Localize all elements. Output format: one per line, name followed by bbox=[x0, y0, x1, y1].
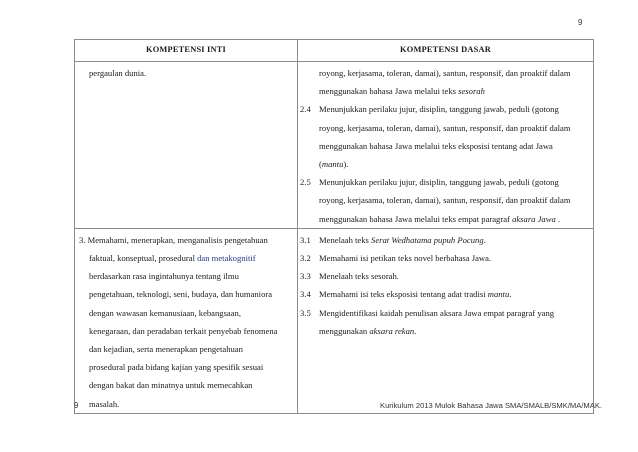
kd-line: royong, kerjasama, toleran, damai), santun, responsif, dan proaktif dalam bbox=[319, 195, 571, 206]
kd-line: Mengidentifikasi kaidah penulisan aksara Jawa empat paragraf yang bbox=[319, 307, 555, 318]
ki-line: berdasarkan rasa ingintahunya tentang ilmu bbox=[89, 271, 239, 282]
ki-text: pergaulan dunia. bbox=[89, 68, 147, 78]
kd-italic: Serat Wedhatama pupuh Pocung bbox=[371, 234, 484, 245]
kd-text: menggunakan bbox=[319, 325, 368, 336]
kd-text: . bbox=[509, 289, 512, 300]
kd-text: . bbox=[557, 213, 561, 224]
kd-text: ). bbox=[343, 159, 349, 170]
kd-line bbox=[319, 210, 587, 228]
kd-text: . bbox=[414, 325, 417, 336]
kd-number: 3.2 bbox=[300, 253, 311, 264]
kd-line bbox=[319, 322, 587, 340]
ki-line: pengetahuan, teknologi, seni, budaya, dan humaniora bbox=[89, 289, 273, 300]
kd-line: Menelaah teks sesorah. bbox=[319, 271, 399, 282]
kd-item bbox=[300, 231, 587, 249]
kd-number: 2.5 bbox=[300, 177, 311, 188]
kd-text: . bbox=[483, 234, 486, 245]
kd-line: Memahami isi petikan teks novel berbahasa Jawa. bbox=[319, 253, 492, 264]
ki-line: dengan wawasan kemanusiaan, kebangsaan, bbox=[89, 307, 242, 318]
kd-line: royong, kerjasama, toleran, damai), santun, responsif, dan proaktif dalam bbox=[319, 122, 571, 133]
kd-line: menggunakan bahasa Jawa melalui teks eksposisi tentang adat Jawa bbox=[319, 140, 553, 151]
ki-line: kenegaraan, dan peradaban terkait penyebab fenomena bbox=[89, 325, 278, 336]
ki-line: dan kejadian, serta menerapkan pengetahuan bbox=[89, 344, 243, 355]
kd-number: 3.4 bbox=[300, 289, 311, 300]
kd-italic: aksara rekan bbox=[369, 325, 415, 336]
footer-page-number: 9 bbox=[74, 401, 79, 410]
kd-italic: aksara Jawa bbox=[512, 213, 556, 224]
header-page-number: 9 bbox=[578, 18, 583, 27]
kd-line: royong, kerjasama, toleran, damai), santun, responsif, dan proaktif dalam bbox=[319, 68, 571, 78]
kd-italic: mantu bbox=[321, 159, 344, 170]
kd-text: Menelaah teks bbox=[319, 234, 369, 245]
kd-text: menggunakan bahasa Jawa melalui teks bbox=[319, 86, 456, 97]
kd-number: 3.3 bbox=[300, 271, 311, 282]
ki-text: faktual, konseptual, prosedural bbox=[89, 253, 195, 264]
kd-line: Menunjukkan perilaku jujur, disiplin, tanggung jawab, peduli (gotong bbox=[319, 177, 559, 188]
table-row bbox=[75, 62, 594, 229]
kd-line bbox=[300, 82, 587, 100]
ki-highlight: dan metakognitif bbox=[197, 253, 256, 264]
kd-text: Memahami isi teks eksposisi tentang adat tradisi bbox=[319, 289, 486, 300]
kd-line bbox=[319, 231, 587, 249]
kd-item bbox=[300, 100, 587, 173]
kd-line: (mantu). bbox=[319, 159, 349, 170]
kd-item bbox=[300, 173, 587, 228]
competency-table bbox=[74, 39, 594, 414]
kd-cell bbox=[298, 228, 594, 413]
ki-cell bbox=[75, 228, 298, 413]
kd-text: menggunakan bahasa Jawa melalui teks empat paragraf bbox=[319, 213, 510, 224]
ki-line: dengan bakat dan minatnya untuk memecahkan bbox=[89, 380, 253, 391]
kd-italic: sesorah bbox=[458, 86, 485, 97]
ki-line: 3. Memahami, menerapkan, menganalisis pengetahuan bbox=[79, 234, 268, 245]
ki-line: prosedural pada bidang kajian yang spesifik sesuai bbox=[89, 362, 264, 373]
ki-line bbox=[89, 249, 291, 267]
header-kompetensi-dasar: KOMPETENSI DASAR bbox=[298, 40, 594, 62]
kd-cell bbox=[298, 62, 594, 229]
kd-item bbox=[300, 285, 587, 303]
kd-italic: mantu bbox=[487, 289, 510, 300]
header-kompetensi-inti: KOMPETENSI INTI bbox=[75, 40, 298, 62]
kd-item bbox=[300, 249, 587, 267]
ki-cell bbox=[75, 62, 298, 229]
ki-line: masalah. bbox=[89, 398, 120, 409]
kd-line: Menunjukkan perilaku jujur, disiplin, tanggung jawab, peduli (gotong bbox=[319, 104, 559, 115]
kd-number: 3.5 bbox=[300, 307, 311, 318]
kd-line bbox=[319, 285, 587, 303]
footer-title: Kurikulum 2013 Mulok Bahasa Jawa SMA/SMALB/SMK/MA/MAK. bbox=[380, 401, 602, 410]
table-row bbox=[75, 228, 594, 413]
table-header-row bbox=[75, 40, 594, 62]
kd-number: 3.1 bbox=[300, 234, 311, 245]
kd-number: 2.4 bbox=[300, 104, 311, 115]
kd-item bbox=[300, 304, 587, 340]
kd-item bbox=[300, 267, 587, 285]
